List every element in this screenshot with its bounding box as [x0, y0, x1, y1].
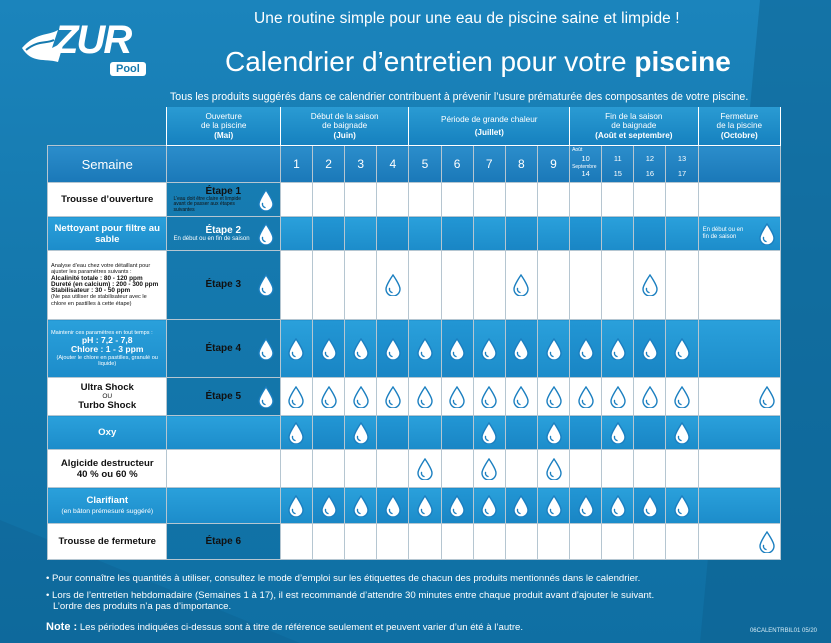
week-cell	[409, 183, 441, 217]
week-cell	[666, 450, 698, 488]
week-cell	[537, 524, 569, 560]
etape-label: Étape 5	[205, 390, 242, 402]
week-cell	[345, 251, 377, 320]
closing-cell	[698, 524, 780, 560]
water-drop-icon	[610, 386, 626, 408]
water-drop-icon	[513, 274, 529, 296]
week-cell	[409, 378, 441, 416]
water-drop-icon	[288, 495, 304, 517]
week-cell	[666, 320, 698, 378]
week-cell	[473, 217, 505, 251]
week-cell	[505, 416, 537, 450]
week-cell	[409, 450, 441, 488]
week-cell	[570, 488, 602, 524]
water-drop-icon	[642, 495, 658, 517]
water-drop-icon	[321, 338, 337, 360]
week-cell	[313, 183, 345, 217]
week-cell	[441, 378, 473, 416]
late-week: 12 16	[634, 146, 666, 183]
water-drop-icon	[513, 386, 529, 408]
water-drop-icon	[449, 495, 465, 517]
water-drop-icon	[258, 338, 274, 360]
week-cell	[666, 524, 698, 560]
week-cell	[634, 378, 666, 416]
shock-label: Ultra Shock OU Turbo Shock	[48, 378, 167, 416]
etape-cell-empty	[167, 450, 280, 488]
week-cell	[473, 183, 505, 217]
etape-label: Étape 6	[205, 535, 242, 547]
week-cell	[280, 378, 312, 416]
water-drop-icon	[385, 386, 401, 408]
week-cell	[377, 183, 409, 217]
water-drop-icon	[674, 338, 690, 360]
week-cell	[441, 416, 473, 450]
water-drop-icon	[481, 338, 497, 360]
week-blank-ouverture	[167, 146, 280, 183]
water-drop-icon	[385, 338, 401, 360]
week-cell	[409, 488, 441, 524]
week-cell	[505, 488, 537, 524]
water-drop-icon	[610, 422, 626, 444]
week-cell	[537, 217, 569, 251]
footer-bullet-2: • Lors de l’entretien hebdomadaire (Semaines 1 à 17), il est recommandé d’attendre 30 minutes entre chaque produit avant d’ajouter le suivant. L’ordre des produits n’a pas d’importance.	[46, 590, 655, 612]
week-cell	[473, 488, 505, 524]
week-cell	[377, 251, 409, 320]
water-drop-icon	[513, 495, 529, 517]
week-cell	[570, 183, 602, 217]
water-drop-icon	[258, 386, 274, 408]
logo-word: ZUR	[54, 18, 131, 62]
week-cell	[280, 416, 312, 450]
phase-ouverture: Ouverture de la piscine (Mai)	[167, 107, 280, 146]
week-cell	[602, 524, 634, 560]
week-number: 4	[377, 146, 409, 183]
water-drop-icon	[546, 495, 562, 517]
etape-cell	[167, 378, 280, 416]
slogan: Une routine simple pour une eau de piscine saine et limpide !	[254, 10, 680, 27]
azur-pool-logo	[18, 14, 168, 86]
week-cell	[634, 488, 666, 524]
week-cell	[345, 217, 377, 251]
phase-header-row	[48, 107, 781, 146]
week-number: 2	[313, 146, 345, 183]
week-cell	[602, 450, 634, 488]
week-cell	[345, 524, 377, 560]
water-drop-icon	[353, 495, 369, 517]
week-cell	[570, 251, 602, 320]
product-row-ph-chlore	[48, 320, 781, 378]
water-analysis-label: Analyse d’eau chez votre détaillant pour ajuster les paramètres suivants : Alcalinité totale : 80 - 120 ppm Dureté (en calcium) : 200 - 300 ppm Stabilisateur : 30 - 50 ppm (Ne pas utiliser de stabilisateur avec le chlore en pastilles à cette étape)	[48, 251, 167, 320]
week-cell	[634, 450, 666, 488]
water-drop-icon	[321, 495, 337, 517]
closing-cell	[698, 378, 780, 416]
week-cell	[505, 320, 537, 378]
etape-cell	[167, 217, 280, 251]
product-row-trousse-ouverture	[48, 183, 781, 217]
week-cell	[505, 378, 537, 416]
water-drop-icon	[449, 386, 465, 408]
week-cell	[313, 378, 345, 416]
week-cell	[505, 450, 537, 488]
week-cell	[602, 183, 634, 217]
water-drop-icon	[674, 495, 690, 517]
water-drop-icon	[417, 495, 433, 517]
phase-grande-chaleur: Période de grande chaleur (Juillet)	[409, 107, 570, 146]
water-drop-icon	[578, 495, 594, 517]
closing-cell	[698, 488, 780, 524]
logo-badge: Pool	[110, 62, 146, 76]
page-subtitle: Tous les produits suggérés dans ce calendrier contribuent à prévenir l’usure prématurée des composantes de votre piscine.	[170, 91, 749, 103]
product-label: Nettoyant pour filtre au sable	[48, 217, 167, 251]
water-drop-icon	[288, 338, 304, 360]
clarifiant-label: Clarifiant (en bâton prémesuré suggéré)	[48, 488, 167, 524]
week-cell	[570, 217, 602, 251]
week-cell	[409, 217, 441, 251]
water-drop-icon	[513, 338, 529, 360]
week-row	[48, 146, 781, 183]
week-cell	[280, 183, 312, 217]
product-row-trousse-fermeture	[48, 524, 781, 560]
water-drop-icon	[353, 386, 369, 408]
week-cell	[345, 183, 377, 217]
week-cell	[473, 450, 505, 488]
late-month-bottom: Septembre	[572, 164, 597, 170]
etape-label: Étape 2	[205, 224, 242, 236]
late-month-top: Août	[572, 147, 583, 153]
product-label: Trousse d’ouverture	[48, 183, 167, 217]
water-drop-icon	[481, 458, 497, 480]
week-cell	[377, 217, 409, 251]
water-drop-icon	[481, 422, 497, 444]
water-drop-icon	[288, 386, 304, 408]
week-cell	[537, 378, 569, 416]
late-week: 11 15	[602, 146, 634, 183]
water-drop-icon	[578, 338, 594, 360]
water-drop-icon	[578, 386, 594, 408]
week-cell	[313, 524, 345, 560]
week-cell	[602, 251, 634, 320]
week-cell	[377, 524, 409, 560]
closing-cell	[698, 320, 780, 378]
week-cell	[280, 217, 312, 251]
week-cell	[280, 251, 312, 320]
water-drop-icon	[674, 422, 690, 444]
week-cell	[602, 488, 634, 524]
week-cell	[505, 183, 537, 217]
week-cell	[313, 416, 345, 450]
document-code: 06CALENTRBIL01 05/20	[749, 628, 817, 634]
week-cell	[634, 183, 666, 217]
etape-label: Étape 4	[205, 342, 242, 354]
week-cell	[666, 217, 698, 251]
etape-note: En début ou en fin de saison	[173, 235, 250, 242]
water-drop-icon	[449, 338, 465, 360]
week-cell	[505, 524, 537, 560]
week-cell	[280, 524, 312, 560]
week-cell	[634, 251, 666, 320]
week-cell	[666, 488, 698, 524]
week-number: 3	[345, 146, 377, 183]
week-cell	[345, 378, 377, 416]
week-cell	[666, 251, 698, 320]
water-drop-icon	[674, 386, 690, 408]
etape-cell	[167, 524, 280, 560]
water-drop-icon	[759, 223, 775, 245]
week-cell	[570, 416, 602, 450]
ph-chlore-label: Maintenir ces paramètres en tout temps : pH : 7,2 - 7,8 Chlore : 1 - 3 ppm (Ajouter le chlore en pastilles, granulé ou liquide)	[48, 320, 167, 378]
week-cell	[345, 416, 377, 450]
footer-bullet-1: • Pour connaître les quantités à utiliser, consultez le mode d’emploi sur les étiquettes de chacun des produits mentionnés dans le calendrier.	[46, 573, 641, 584]
week-cell	[537, 320, 569, 378]
water-drop-icon	[417, 386, 433, 408]
week-cell	[313, 488, 345, 524]
week-cell	[505, 251, 537, 320]
week-cell	[409, 251, 441, 320]
late-week: Août 10 Septembre 14	[570, 146, 602, 183]
week-cell	[570, 450, 602, 488]
week-cell	[377, 378, 409, 416]
week-cell	[537, 251, 569, 320]
week-cell	[473, 416, 505, 450]
week-cell	[473, 524, 505, 560]
week-cell	[570, 378, 602, 416]
water-drop-icon	[353, 422, 369, 444]
week-number: 1	[280, 146, 312, 183]
week-cell	[634, 217, 666, 251]
water-drop-icon	[385, 274, 401, 296]
week-cell	[441, 183, 473, 217]
week-cell	[441, 524, 473, 560]
week-number: 7	[473, 146, 505, 183]
week-cell	[377, 488, 409, 524]
water-drop-icon	[642, 338, 658, 360]
water-drop-icon	[258, 223, 274, 245]
closing-cell	[698, 450, 780, 488]
week-cell	[441, 251, 473, 320]
phase-fin-saison: Fin de la saison de baignade (Août et septembre)	[570, 107, 699, 146]
etape-cell-empty	[167, 488, 280, 524]
week-cell	[377, 416, 409, 450]
product-row-shock	[48, 378, 781, 416]
closing-note: En début ou en fin de saison	[702, 226, 744, 240]
water-drop-icon	[353, 338, 369, 360]
water-drop-icon	[417, 458, 433, 480]
product-row-clarifiant	[48, 488, 781, 524]
etape-cell	[167, 183, 280, 217]
week-cell	[634, 320, 666, 378]
page-title: Calendrier d’entretien pour votre piscine	[225, 46, 731, 77]
week-cell	[537, 416, 569, 450]
water-drop-icon	[385, 495, 401, 517]
water-drop-icon	[258, 274, 274, 296]
week-cell	[666, 416, 698, 450]
week-cell	[602, 217, 634, 251]
phase-fermeture: Fermeture de la piscine (Octobre)	[698, 107, 780, 146]
algicide-label: Algicide destructeur 40 % ou 60 %	[48, 450, 167, 488]
week-cell	[313, 450, 345, 488]
water-drop-icon	[610, 495, 626, 517]
water-drop-icon	[288, 422, 304, 444]
week-cell	[570, 524, 602, 560]
week-cell	[473, 320, 505, 378]
week-cell	[313, 320, 345, 378]
week-cell	[537, 450, 569, 488]
week-cell	[377, 320, 409, 378]
etape-cell-empty	[167, 416, 280, 450]
week-cell	[473, 251, 505, 320]
week-cell	[409, 524, 441, 560]
week-cell	[280, 488, 312, 524]
week-cell	[313, 217, 345, 251]
week-number: 5	[409, 146, 441, 183]
water-drop-icon	[546, 338, 562, 360]
week-cell	[345, 450, 377, 488]
water-drop-icon	[642, 274, 658, 296]
week-cell	[441, 450, 473, 488]
maintenance-calendar	[47, 107, 781, 560]
water-drop-icon	[481, 495, 497, 517]
week-cell	[634, 524, 666, 560]
week-cell	[666, 378, 698, 416]
water-drop-icon	[321, 386, 337, 408]
week-cell	[602, 320, 634, 378]
water-drop-icon	[546, 386, 562, 408]
etape-label: Étape 1	[205, 185, 242, 197]
water-drop-icon	[258, 189, 274, 211]
week-number: 8	[505, 146, 537, 183]
week-cell	[409, 416, 441, 450]
week-cell	[313, 251, 345, 320]
week-cell	[441, 217, 473, 251]
phase-debut-saison: Début de la saison de baignade (Juin)	[280, 107, 409, 146]
closing-cell	[698, 416, 780, 450]
product-label: Oxy	[48, 416, 167, 450]
week-cell	[409, 320, 441, 378]
week-cell	[602, 378, 634, 416]
closing-cell	[698, 217, 780, 251]
closing-cell	[698, 251, 780, 320]
water-drop-icon	[546, 422, 562, 444]
week-cell	[570, 320, 602, 378]
week-cell	[345, 488, 377, 524]
late-week: 13 17	[666, 146, 698, 183]
week-cell	[505, 217, 537, 251]
water-drop-icon	[642, 386, 658, 408]
footer-note: Note : Les périodes indiquées ci-dessus sont à titre de référence seulement et peuvent varier d’un été à l’autre.	[46, 621, 524, 633]
week-cell	[441, 488, 473, 524]
header-blank	[48, 107, 167, 146]
week-cell	[473, 378, 505, 416]
closing-cell	[698, 183, 780, 217]
week-cell	[666, 183, 698, 217]
week-label: Semaine	[48, 146, 167, 183]
product-row-oxy	[48, 416, 781, 450]
week-cell	[634, 416, 666, 450]
water-drop-icon	[759, 531, 775, 553]
week-cell	[602, 416, 634, 450]
week-number: 9	[537, 146, 569, 183]
week-number: 6	[441, 146, 473, 183]
water-drop-icon	[610, 338, 626, 360]
product-row-algicide	[48, 450, 781, 488]
product-row-analyse-eau	[48, 251, 781, 320]
week-cell	[537, 488, 569, 524]
etape-cell	[167, 320, 280, 378]
water-drop-icon	[481, 386, 497, 408]
week-blank-fermeture	[698, 146, 780, 183]
week-cell	[280, 320, 312, 378]
week-cell	[377, 450, 409, 488]
etape-cell	[167, 251, 280, 320]
etape-label: Étape 3	[205, 279, 242, 291]
week-cell	[345, 320, 377, 378]
week-cell	[537, 183, 569, 217]
water-drop-icon	[546, 458, 562, 480]
product-label: Trousse de fermeture	[48, 524, 167, 560]
week-cell	[280, 450, 312, 488]
water-drop-icon	[759, 386, 775, 408]
water-drop-icon	[417, 338, 433, 360]
etape-note: L’eau doit être claire et limpide avant de passer aux étapes suivantes	[173, 195, 242, 213]
week-cell	[441, 320, 473, 378]
product-row-nettoyant-filtre	[48, 217, 781, 251]
